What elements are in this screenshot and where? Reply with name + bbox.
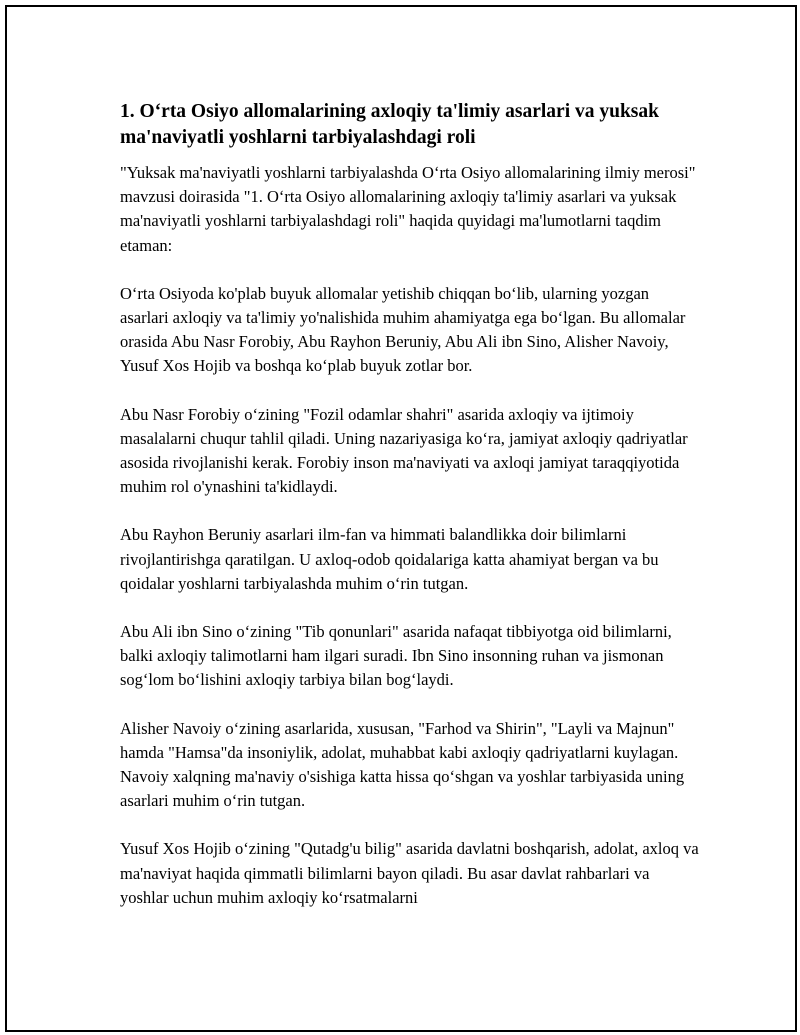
- paragraph-allomalar: O‘rta Osiyoda ko'plab buyuk allomalar yetishib chiqqan bo‘lib, ularning yozgan asarlari axloqiy va ta'limiy yo'nalishida muhim ahamiyatga ega bo‘lgan. Bu allomalar orasida Abu Nasr Forobiy, Abu Rayhon Beruniy, Abu Ali ibn Sino, Alisher Navoiy, Yusuf Xos Hojib va boshqa ko‘plab buyuk zotlar bor.: [120, 283, 686, 376]
- paragraph-forobiy: Abu Nasr Forobiy o‘zining "Fozil odamlar shahri" asarida axloqiy va ijtimoiy masalalarni chuqur tahlil qiladi. Uning nazariyasiga ko‘ra, jamiyat axloqiy qadriyatlar asosida rivojlanishi kerak. Forobiy inson ma'naviyati va axloqi jamiyat taraqqiyotida muhim rol o'ynashini ta'kidlaydi.: [120, 404, 688, 497]
- document-title: 1. O‘rta Osiyo allomalarining axloqiy ta'limiy asarlari va yuksak ma'naviyatli yoshlarni tarbiyalashdagi roli: [120, 101, 659, 148]
- paragraph-intro: "Yuksak ma'naviyatli yoshlarni tarbiyalashda O‘rta Osiyo allomalarining ilmiy merosi" mavzusi doirasida "1. O‘rta Osiyo allomalarining axloqiy ta'limiy asarlari va yuksak ma'naviyatli yoshlarni tarbiyalashdagi roli" haqida quyidagi ma'lumotlarni taqdim etaman:: [120, 163, 696, 255]
- paragraph-yusuf-xos-hojib: Yusuf Xos Hojib o‘zining "Qutadg'u bilig" asarida davlatni boshqarish, adolat, axloq va ma'naviyat haqida qimmatli bilimlarni bayon qiladi. Bu asar davlat rahbarlari va yoshlar uchun muhim axloqiy ko‘rsatmalarni: [120, 839, 699, 907]
- paragraph-beruniy: Abu Rayhon Beruniy asarlari ilm-fan va himmati balandlikka doir bilimlarni rivojlantirishga qaratilgan. U axloq-odob qoidalariga katta ahamiyat bergan va bu qoidalar yoshlarni tarbiyalashda muhim o‘rin tutgan.: [120, 525, 659, 593]
- paragraph-ibn-sino: Abu Ali ibn Sino o‘zining "Tib qonunlari" asarida nafaqat tibbiyotga oid bilimlarni, balki axloqiy talimotlarni ham ilgari suradi. Ibn Sino insonning ruhan va jismonan sog‘lom bo‘lishini axloqiy tarbiya bilan bog‘laydi.: [120, 622, 672, 690]
- page-frame: [5, 5, 797, 1032]
- document-body: [120, 99, 700, 934]
- paragraph-navoiy: Alisher Navoiy o‘zining asarlarida, xususan, "Farhod va Shirin", "Layli va Majnun" hamda "Hamsa"da insoniylik, adolat, muhabbat kabi axloqiy qadriyatlarni kuylagan. Navoiy xalqning ma'naviy o'sishiga katta hissa qo‘shgan va yoshlar tarbiyasida uning asarlari muhim o‘rin tutgan.: [120, 718, 685, 811]
